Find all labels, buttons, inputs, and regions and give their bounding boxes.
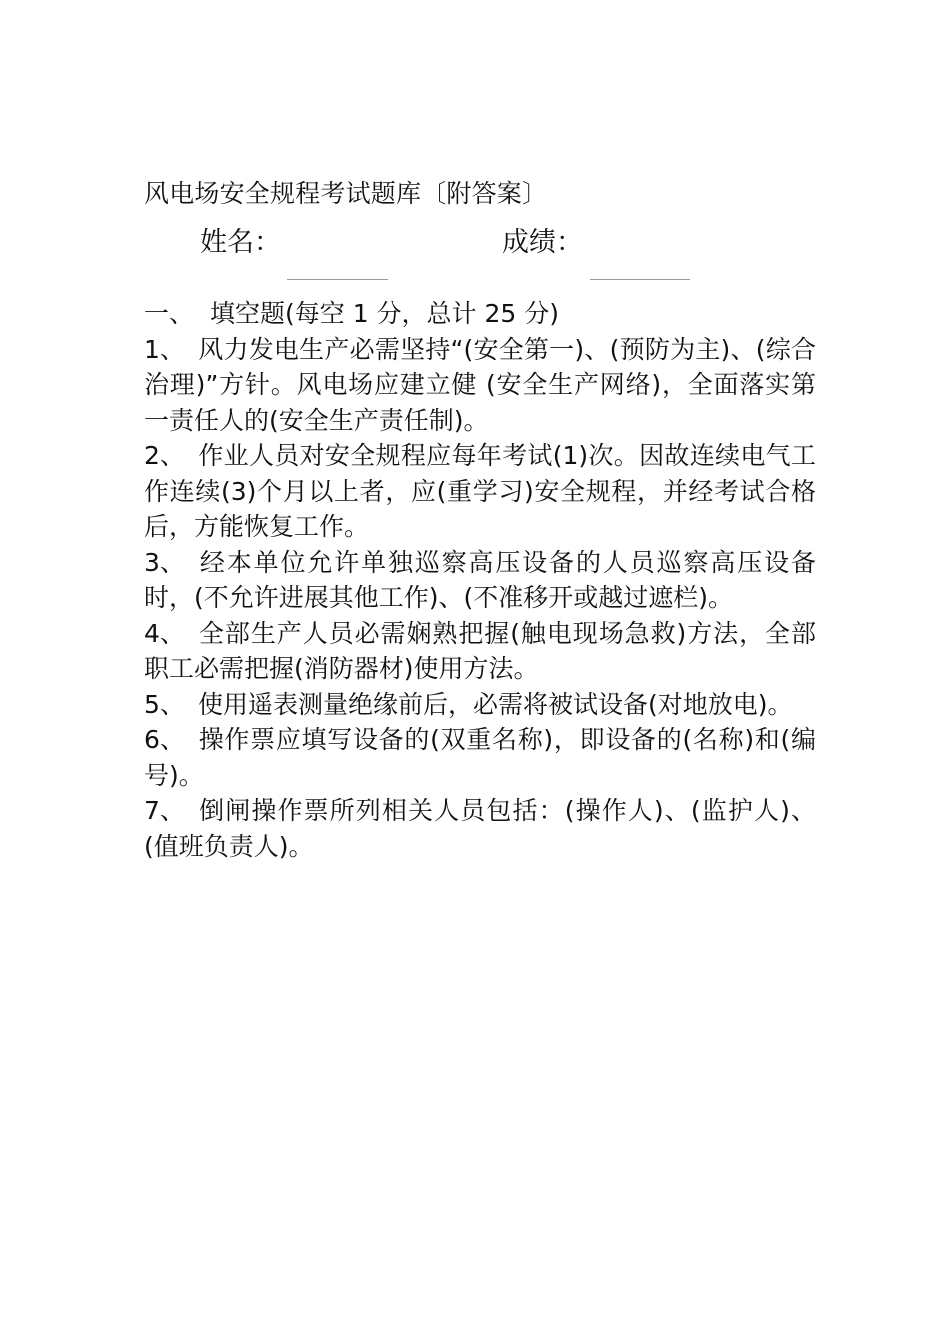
question-text: 经本单位允许单独巡察高压设备的人员巡察高压设备时，(不允许进展其他工作)、(不准移开或越过遮栏)。	[144, 547, 816, 612]
document-title: 风电场安全规程考试题库〔附答案〕	[144, 179, 548, 208]
question-number: 7、	[144, 796, 185, 825]
score-blank-line	[590, 279, 690, 280]
section-heading	[144, 296, 816, 332]
name-blank-line	[287, 279, 388, 280]
question-number: 6、	[144, 725, 185, 754]
question-item	[144, 722, 816, 793]
question-number: 1、	[144, 334, 185, 364]
question-text: 作业人员对安全规程应每年考试(1)次。因故连续电气工作连续(3)个月以上者，应(重学习)安全规程，并经考试合格后，方能恢复工作。	[144, 441, 816, 541]
question-text: 全部生产人员必需娴熟把握(触电现场急救)方法，全部职工必需把握(消防器材)使用方法。	[144, 618, 816, 683]
question-item	[144, 545, 816, 616]
question-number: 2、	[144, 441, 185, 470]
question-item	[144, 332, 816, 439]
question-text: 倒闸操作票所列相关人员包括：(操作人)、(监护人)、(值班负责人)。	[144, 796, 816, 861]
question-item	[144, 616, 816, 687]
section-number: 一、	[144, 299, 195, 328]
question-item	[144, 438, 816, 545]
question-number: 5、	[144, 689, 185, 719]
question-number: 4、	[144, 618, 185, 648]
question-number: 3、	[144, 547, 185, 577]
question-item	[144, 687, 816, 723]
question-item	[144, 793, 816, 864]
section-heading-text: 填空题(每空 1 分，总计 25 分)	[210, 299, 560, 328]
question-text: 操作票应填写设备的(双重名称)，即设备的(名称)和(编号)。	[144, 725, 816, 790]
question-text: 风力发电生产必需坚持“(安全第一)、(预防为主)、(综合治理)”方针。风电场应建立健 (安全生产网络)，全面落实第一责任人的(安全生产责任制)。	[144, 334, 816, 435]
name-label: 姓名：	[200, 227, 281, 258]
score-label: 成绩：	[502, 227, 583, 258]
exam-content	[144, 296, 816, 864]
question-text: 使用遥表测量绝缘前后，必需将被试设备(对地放电)。	[198, 689, 793, 719]
